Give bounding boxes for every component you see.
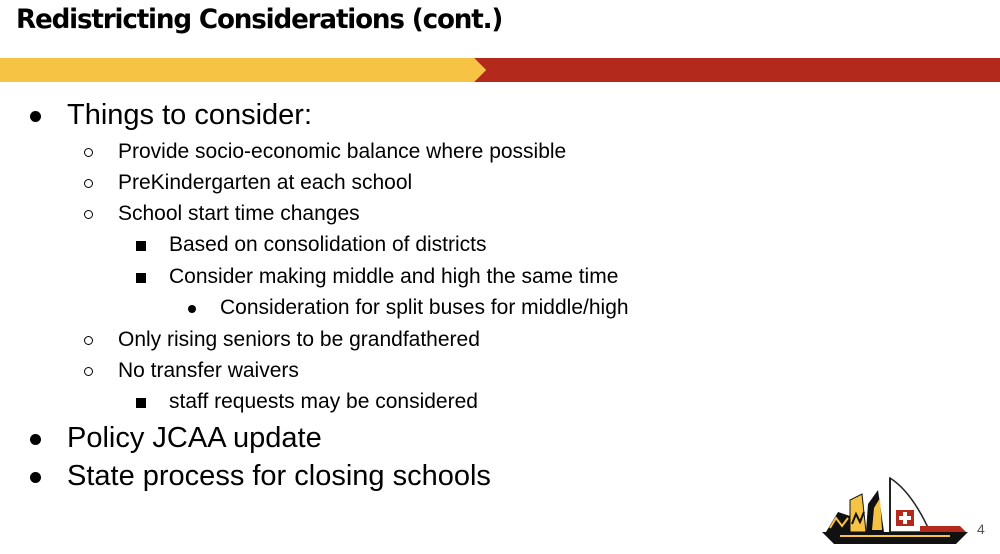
list-item: State process for closing schools [67, 460, 491, 492]
bullet-circle-icon [84, 148, 93, 157]
bullet-disc-icon [30, 472, 41, 483]
bullet-square-icon [136, 273, 146, 283]
bullet-disc-icon [30, 111, 41, 122]
list-item: Provide socio-economic balance where possible [118, 140, 567, 163]
bullet-square-icon [136, 398, 146, 408]
page-number: 4 [977, 521, 985, 537]
bullet-disc-icon [188, 305, 196, 313]
list-item: Only rising seniors to be grandfathered [118, 328, 480, 351]
list-item: staff requests may be considered [169, 390, 478, 413]
list-item: Policy JCAA update [67, 422, 322, 454]
school-ship-logo-icon [820, 474, 970, 546]
list-item: Things to consider: [67, 99, 313, 131]
bullet-circle-icon [84, 367, 93, 376]
list-item: Consider making middle and high the same time [169, 265, 619, 288]
list-item: PreKindergarten at each school [118, 171, 413, 194]
bullet-circle-icon [84, 210, 93, 219]
list-item: Consideration for split buses for middle/high [220, 296, 629, 319]
bullet-circle-icon [84, 179, 93, 188]
list-item: Based on consolidation of districts [169, 233, 487, 256]
slide-title: Redistricting Considerations (cont.) [16, 4, 503, 35]
list-item: No transfer waivers [118, 359, 299, 382]
bullet-disc-icon [30, 434, 41, 445]
bullet-square-icon [136, 241, 146, 251]
list-item: School start time changes [118, 202, 360, 225]
bullet-circle-icon [84, 336, 93, 345]
